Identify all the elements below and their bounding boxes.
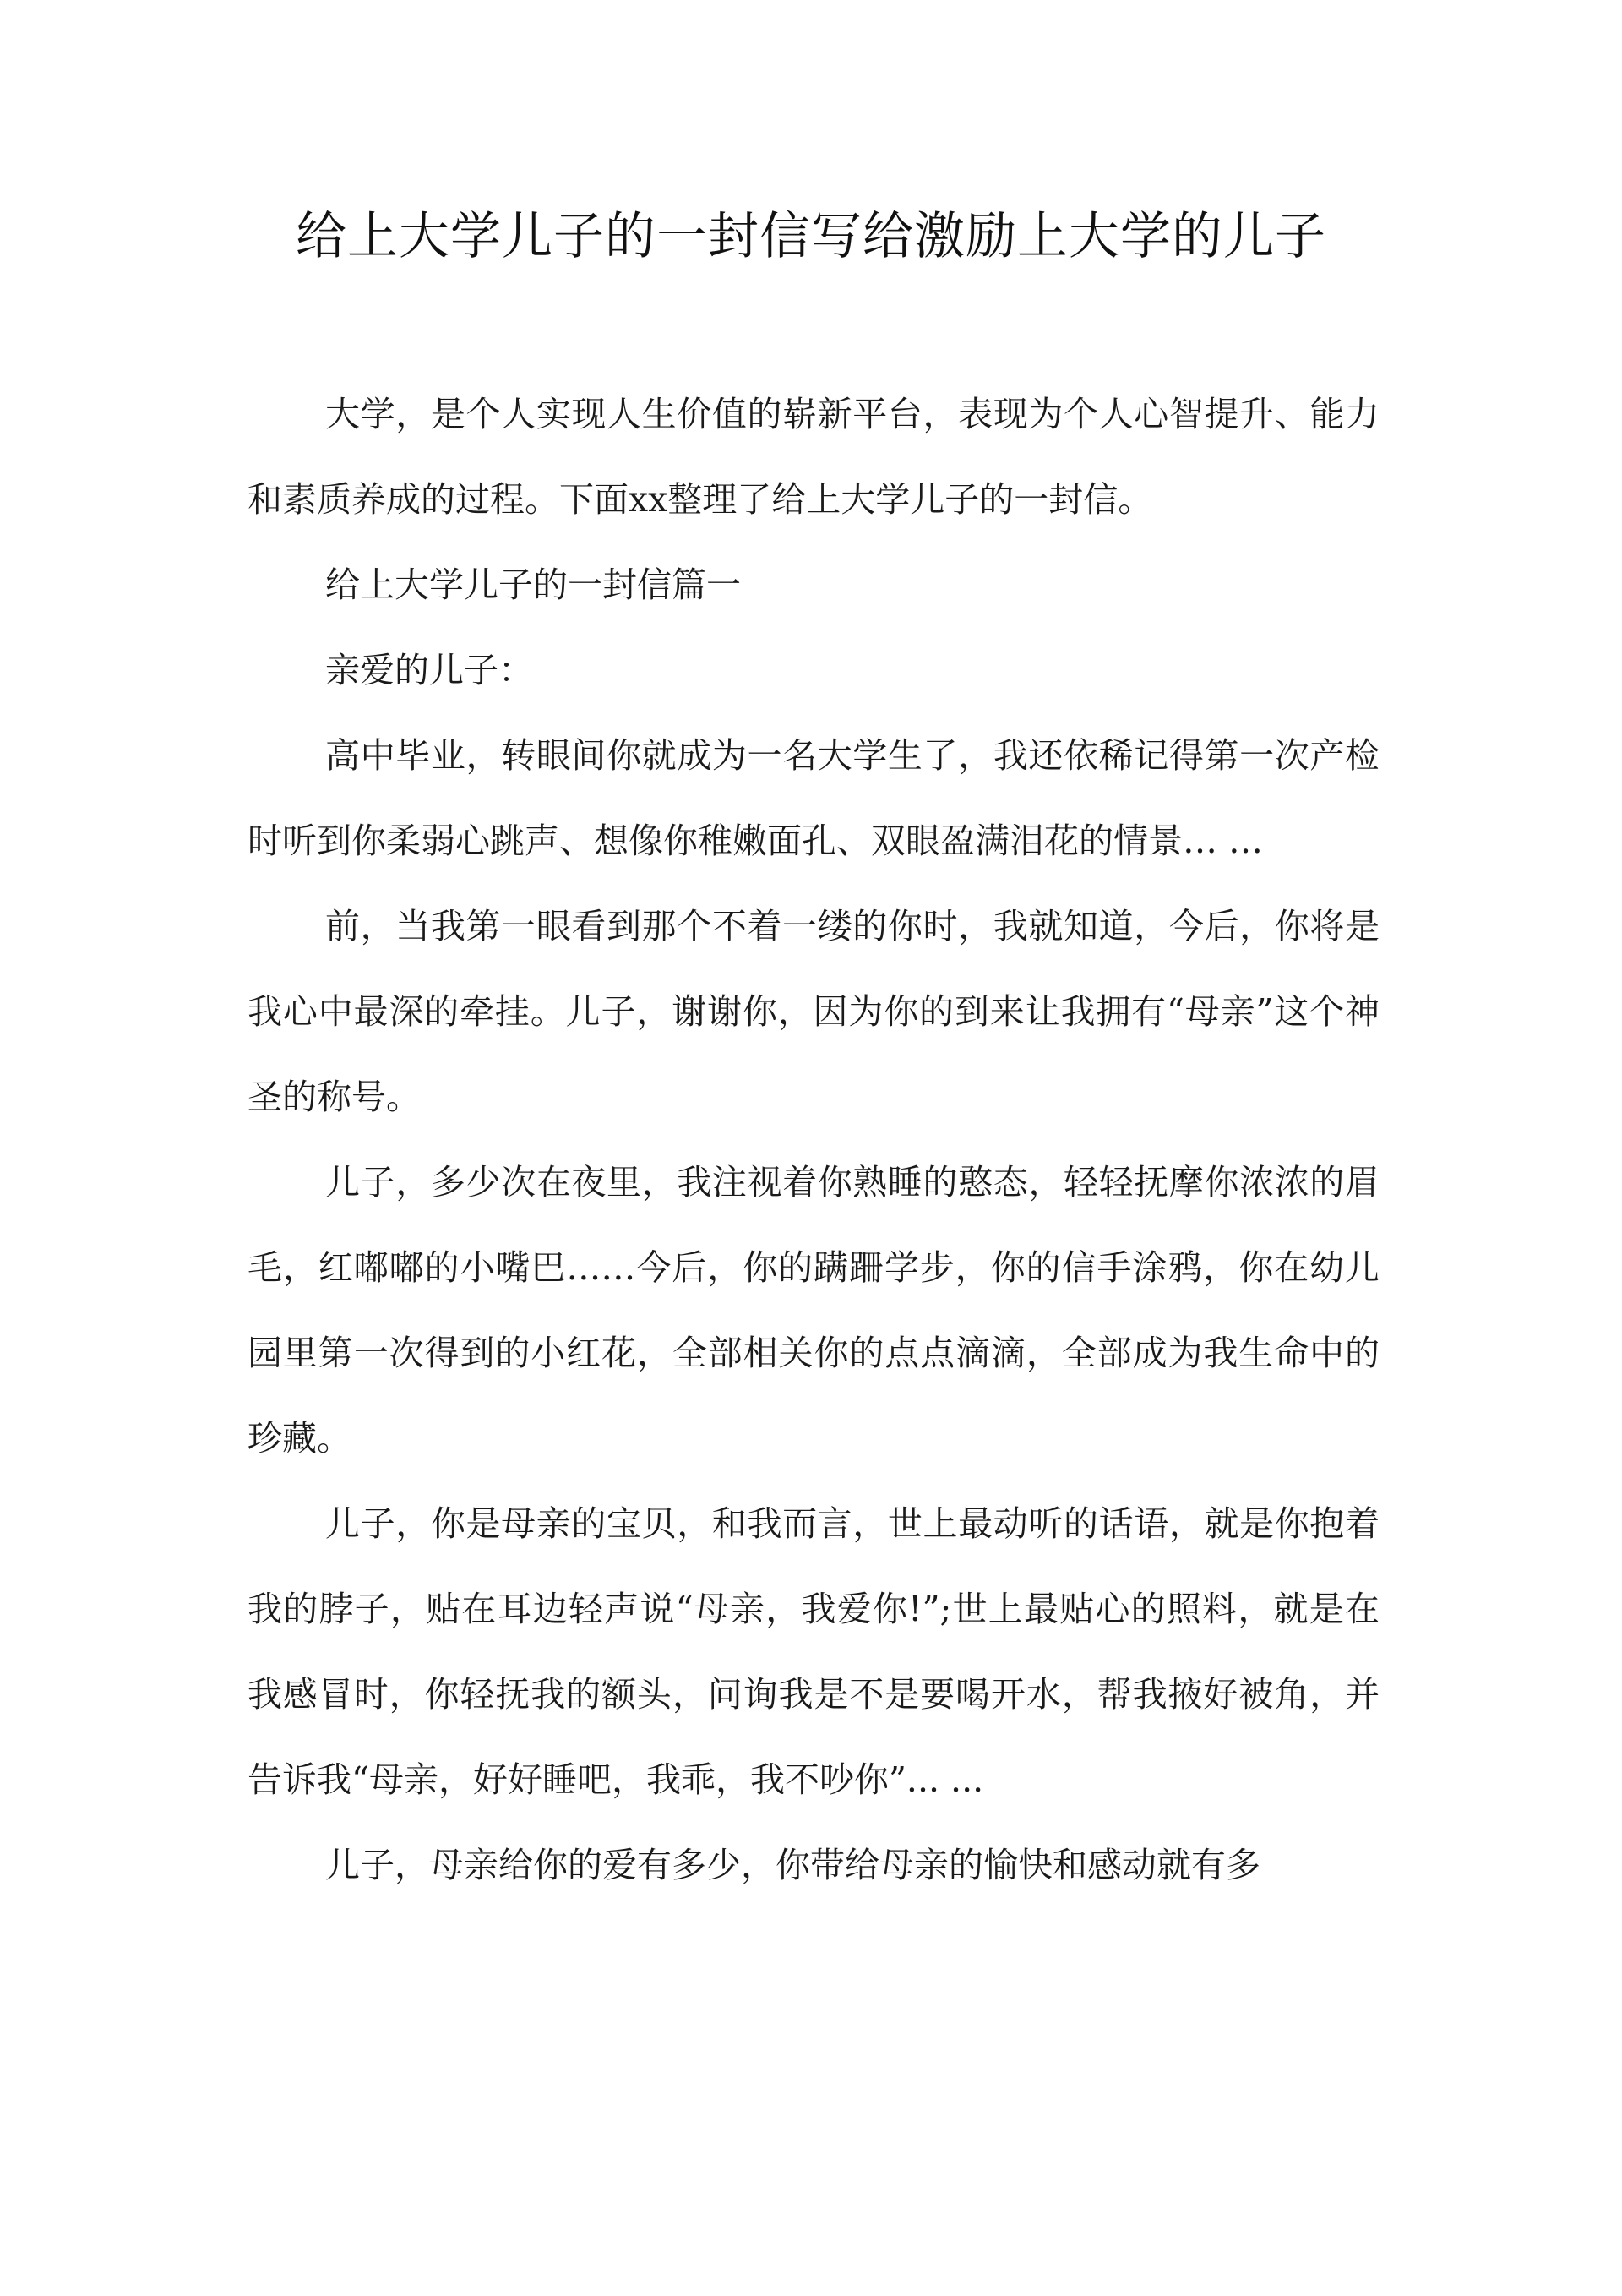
- paragraph: 儿子，你是母亲的宝贝，和我而言，世上最动听的话语，就是你抱着我的脖子，贴在耳边轻声说“母亲，我爱你!”;世上最贴心的照料，就是在我感冒时，你轻抚我的额头，问询我是不是要喝开水，帮我掖好被角，并告诉我“母亲，好好睡吧，我乖，我不吵你”... ...: [248, 1503, 1380, 1800]
- section-heading: 给上大学儿子的一封信篇一: [325, 564, 741, 605]
- paragraph: 儿子，母亲给你的爱有多少，你带给母亲的愉快和感动就有多: [325, 1845, 1260, 1885]
- paragraph: 儿子，多少次在夜里，我注视着你熟睡的憨态，轻轻抚摩你浓浓的眉毛，红嘟嘟的小嘴巴……今后，你的蹒跚学步，你的信手涂鸦，你在幼儿园里第一次得到的小红花，全部相关你的点点滴滴，全部成为我生命中的珍藏。: [248, 1162, 1380, 1459]
- document-body: [248, 372, 1380, 1908]
- document-title: 给上大学儿子的一封信写给激励上大学的儿子: [296, 207, 1326, 266]
- paragraph: 前，当我第一眼看到那个不着一缕的你时，我就知道，今后，你将是我心中最深的牵挂。儿子，谢谢你，因为你的到来让我拥有“母亲”这个神圣的称号。: [248, 906, 1380, 1117]
- salutation: 亲爱的儿子：: [325, 650, 533, 690]
- paragraph-intro: 大学，是个人实现人生价值的崭新平台，表现为个人心智提升、能力和素质养成的过程。下面xx整理了给上大学儿子的一封信。: [248, 394, 1380, 520]
- paragraph: 高中毕业，转眼间你就成为一名大学生了，我还依稀记得第一次产检时听到你柔弱心跳声、想像你稚嫩面孔、双眼盈满泪花的情景… …: [248, 735, 1380, 861]
